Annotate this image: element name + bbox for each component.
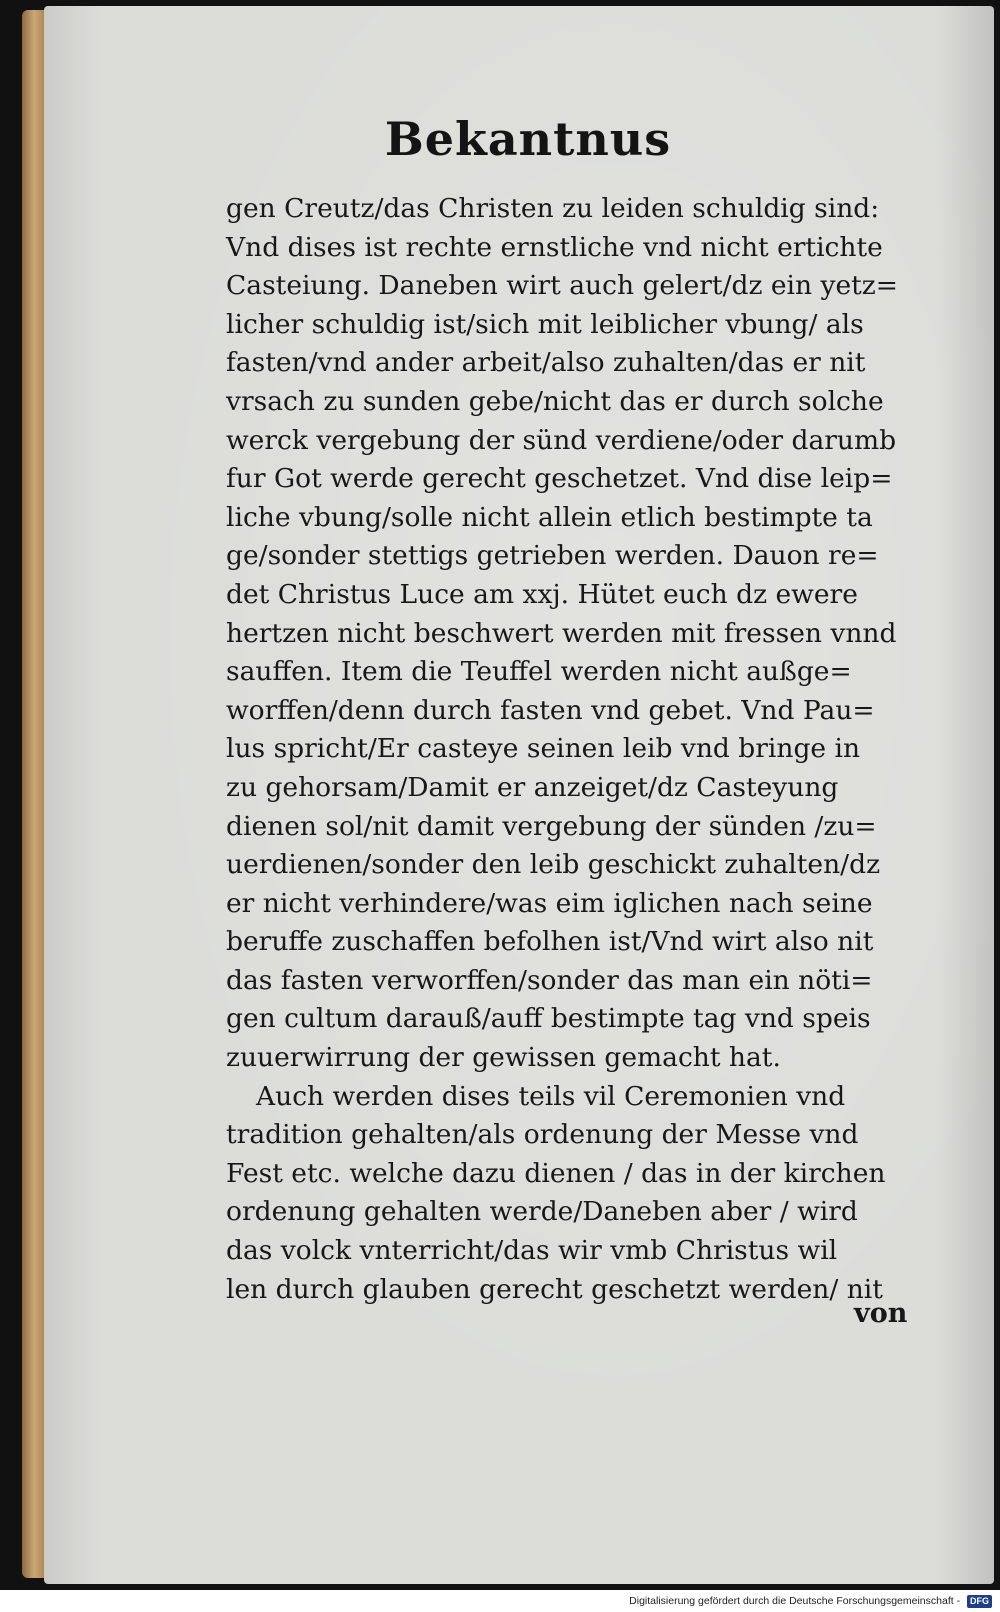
text-line: licher schuldig ist/sich mit leiblicher vbung/ als <box>226 308 864 340</box>
text-line: tradition gehalten/als ordenung der Messe vnd <box>226 1119 859 1151</box>
text-line: Auch werden dises teils vil Ceremonien vnd <box>256 1080 846 1112</box>
text-line: fasten/vnd ander arbeit/also zuhalten/das er nit <box>226 347 866 379</box>
text-line: liche vbung/solle nicht allein etlich bestimpte ta <box>226 501 873 533</box>
dfg-logo-icon: DFG <box>967 1595 992 1608</box>
text-line: fur Got werde gerecht geschetzet. Vnd dise leip= <box>226 463 893 495</box>
catchword: von <box>854 1298 908 1329</box>
text-line: das volck vnterricht/das wir vmb Christus wil <box>226 1235 838 1267</box>
text-line: zuuerwirrung der gewissen gemacht hat. <box>226 1042 781 1074</box>
text-line: zu gehorsam/Damit er anzeiget/dz Casteyung <box>226 771 839 803</box>
text-line: hertzen nicht beschwert werden mit fressen vnnd <box>226 617 897 649</box>
text-line: gen cultum darauß/auff bestimpte tag vnd speis <box>226 1003 871 1035</box>
text-line: das fasten verworffen/sonder das man ein nöti= <box>226 964 873 996</box>
text-line: werck vergebung der sünd verdiene/oder darumb <box>226 424 897 456</box>
text-line: er nicht verhindere/was eim iglichen nach seine <box>226 887 873 919</box>
text-line: ordenung gehalten werde/Daneben aber / wird <box>226 1196 858 1228</box>
footer-credit <box>0 1590 1000 1612</box>
text-line: lus spricht/Er casteye seinen leib vnd bringe in <box>226 733 861 765</box>
text-line: det Christus Luce am xxj. Hütet euch dz ewere <box>226 578 858 610</box>
text-line: Vnd dises ist rechte ernstliche vnd nicht ertichte <box>226 231 883 263</box>
text-line: dienen sol/nit damit vergebung der sünden /zu= <box>226 810 877 842</box>
text-line: uerdienen/sonder den leib geschickt zuhalten/dz <box>226 849 881 881</box>
text-line: vrsach zu sunden gebe/nicht das er durch solche <box>226 385 884 417</box>
footer-text: Digitalisierung gefördert durch die Deutsche Forschungsgemeinschaft - <box>629 1595 961 1607</box>
text-line: worffen/denn durch fasten vnd gebet. Vnd Pau= <box>226 694 875 726</box>
text-line: Fest etc. welche dazu dienen / das in der kirchen <box>226 1157 886 1189</box>
text-line: beruffe zuschaffen befolhen ist/Vnd wirt also nit <box>226 926 874 958</box>
text-line: ge/sonder stettigs getrieben werden. Dauon re= <box>226 540 879 572</box>
running-title: Bekantnus <box>384 112 672 166</box>
text-line: len durch glauben gerecht geschetzt werden/ nit <box>226 1273 883 1305</box>
text-line: sauffen. Item die Teuffel werden nicht außge= <box>226 656 852 688</box>
text-line: gen Creutz/das Christen zu leiden schuldig sind: <box>226 193 880 224</box>
text-line: Casteiung. Daneben wirt auch gelert/dz ein yetz= <box>226 270 898 302</box>
text-block <box>226 190 920 1309</box>
